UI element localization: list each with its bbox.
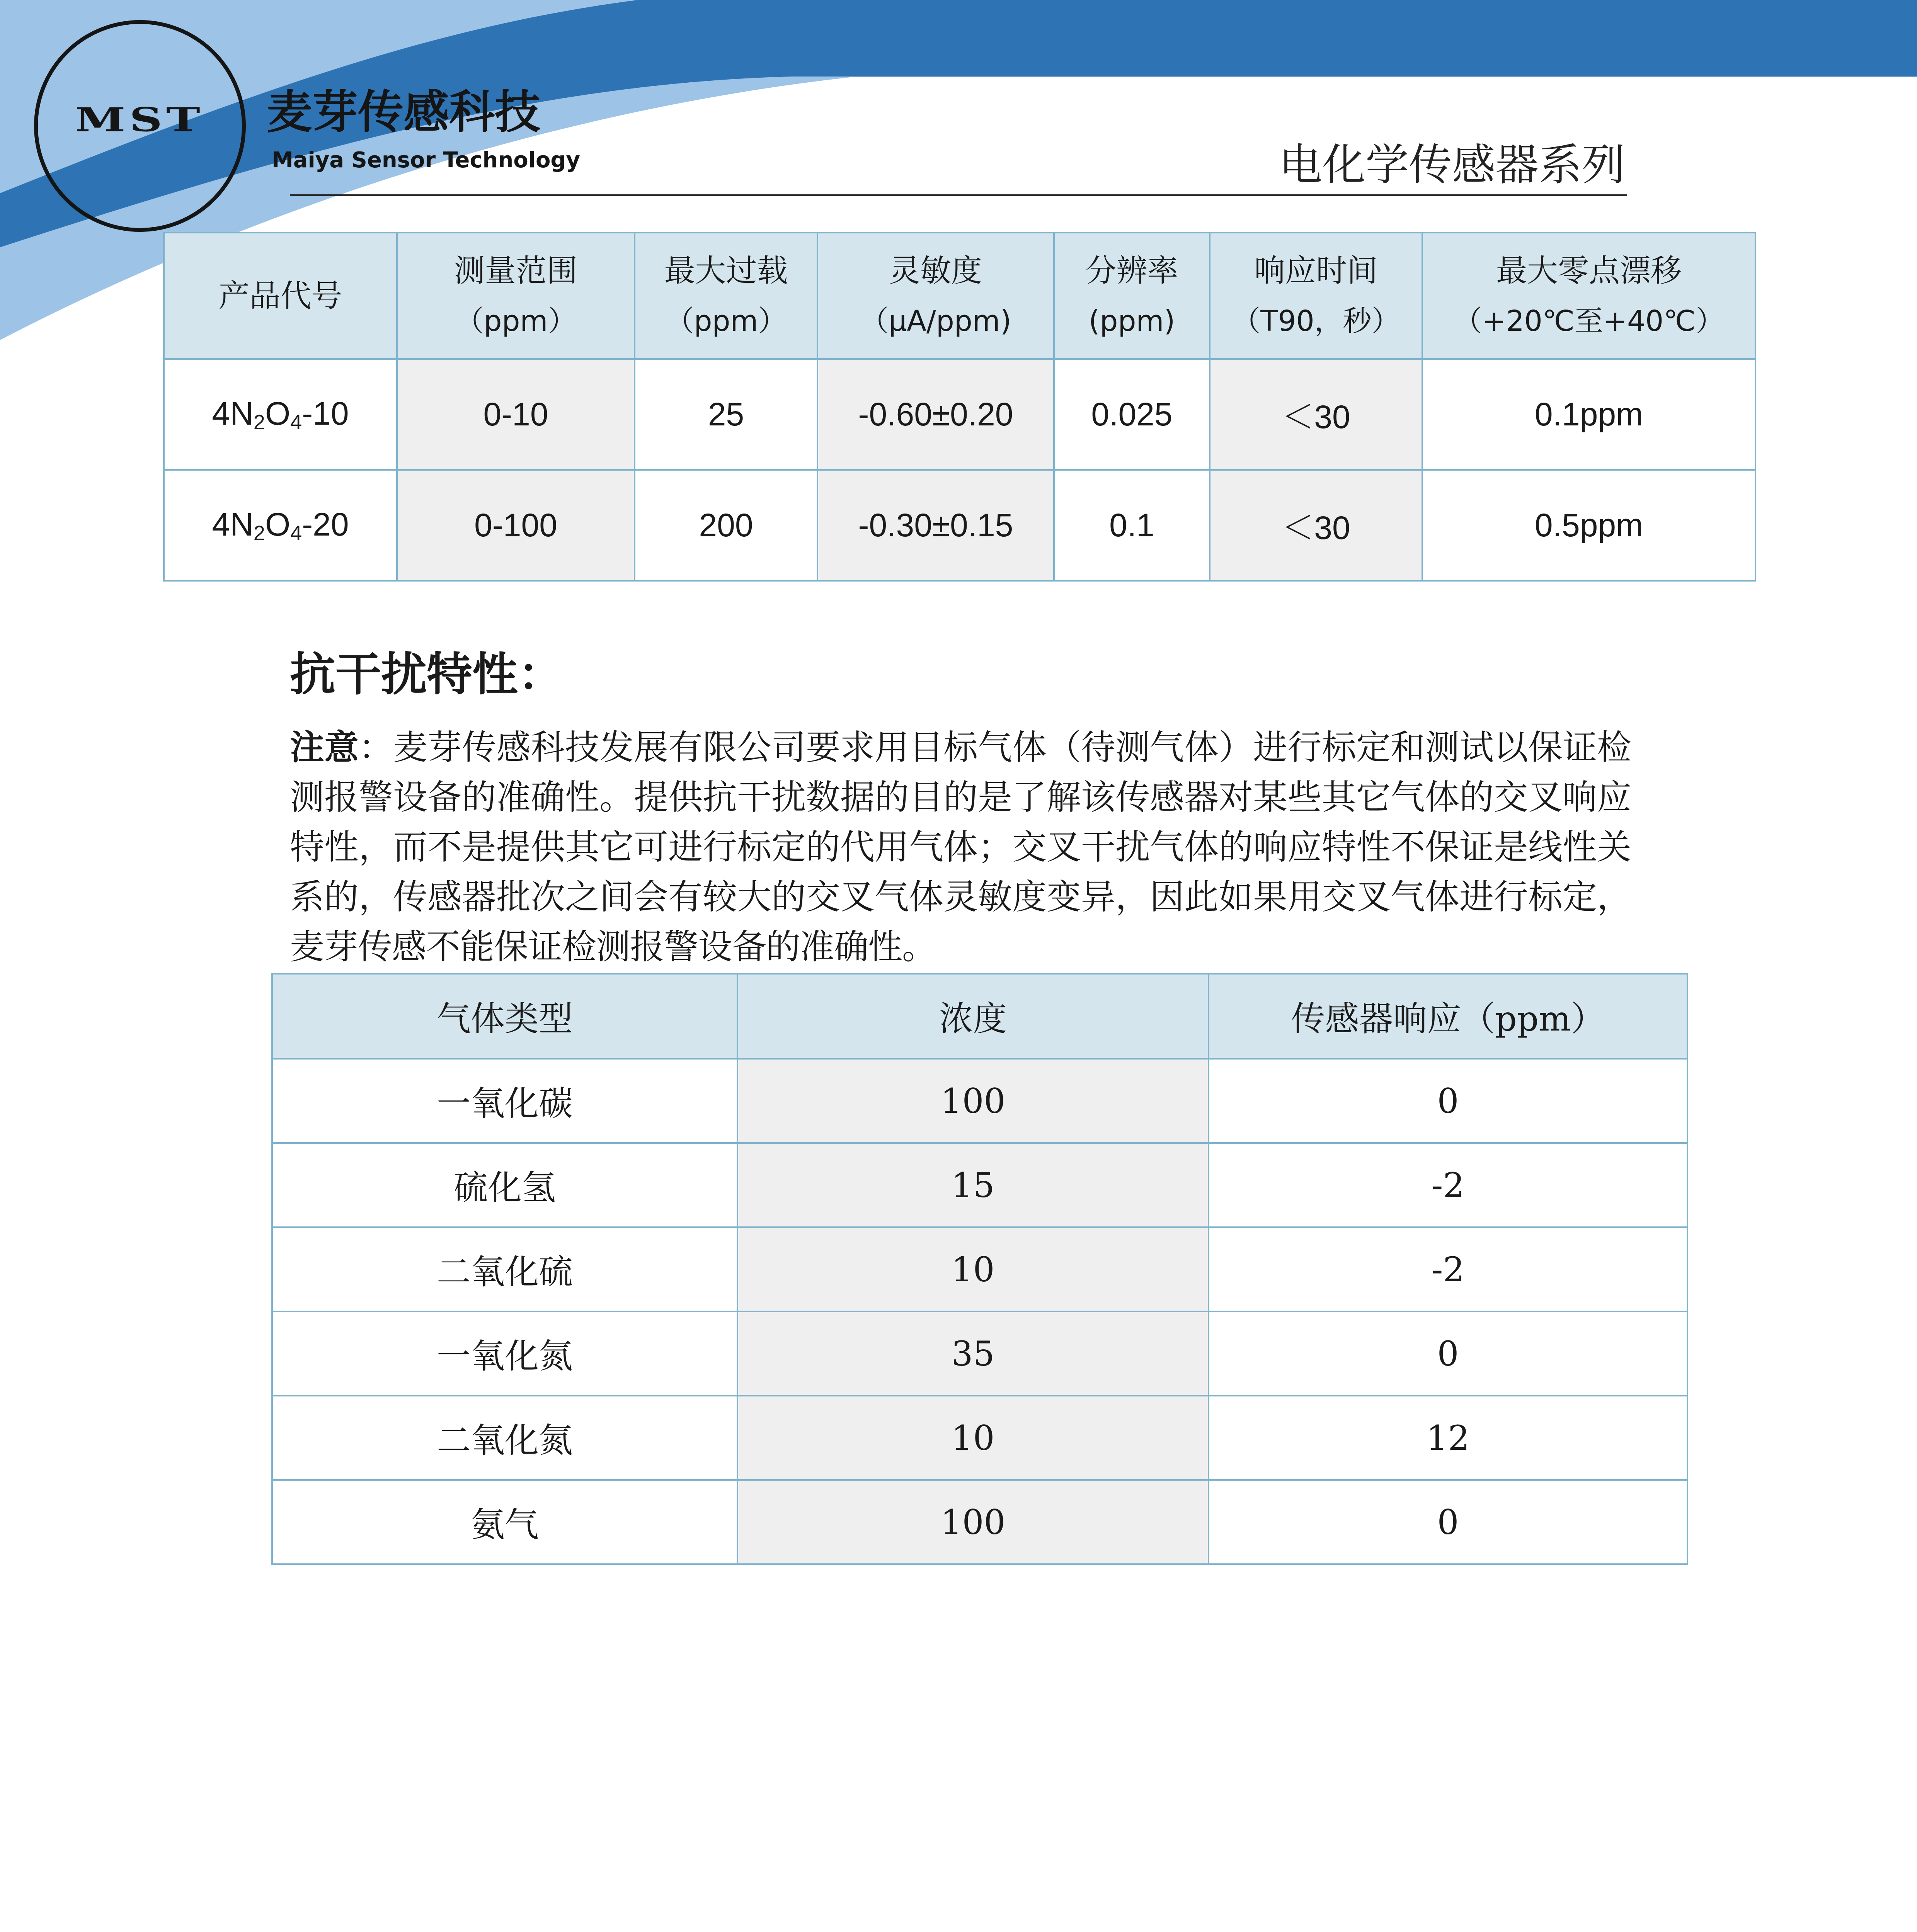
sensor-response: 0 — [1209, 1059, 1687, 1143]
concentration: 100 — [737, 1059, 1209, 1143]
sensor-response: -2 — [1209, 1227, 1687, 1311]
sensor-response: 12 — [1209, 1396, 1687, 1480]
sensor-response: -2 — [1209, 1143, 1687, 1227]
gas-type: 硫化氢 — [272, 1143, 737, 1227]
note-label: 注意 — [290, 727, 359, 767]
spec-header-cell: 分辨率 (ppm) — [1054, 233, 1210, 359]
response-time: ＜30 — [1210, 470, 1422, 581]
spec-header-row — [164, 233, 1755, 359]
spec-header-cell: 最大过载 （ppm） — [635, 233, 817, 359]
gas-type: 二氧化氮 — [272, 1396, 737, 1480]
spec-header-cell: 产品代号 — [164, 233, 397, 359]
interference-table — [271, 973, 1688, 1565]
sensitivity: -0.60±0.20 — [817, 359, 1054, 470]
sensor-response: 0 — [1209, 1480, 1687, 1564]
measure-range: 0-10 — [397, 359, 635, 470]
section-heading: 抗干扰特性： — [290, 648, 564, 701]
max-overload: 25 — [635, 359, 817, 470]
sensor-response: 0 — [1209, 1311, 1687, 1396]
note-paragraph — [290, 723, 1631, 972]
measure-range: 0-100 — [397, 470, 635, 581]
table-row — [164, 470, 1755, 581]
concentration: 15 — [737, 1143, 1209, 1227]
gas-type-header: 气体类型 — [272, 974, 737, 1059]
concentration: 35 — [737, 1311, 1209, 1396]
logo-company-cn: 麦芽传感科技 — [267, 85, 541, 139]
header-divider — [290, 194, 1627, 196]
gas-type: 二氧化硫 — [272, 1227, 737, 1311]
spec-header-cell: 最大零点漂移 （+20℃至+40℃） — [1422, 233, 1755, 359]
table-row — [164, 359, 1755, 470]
zero-drift: 0.1ppm — [1422, 359, 1755, 470]
spec-header-cell: 响应时间 （T90，秒） — [1210, 233, 1422, 359]
table-row — [272, 1396, 1687, 1480]
spec-header-cell: 测量范围 （ppm） — [397, 233, 635, 359]
spec-table — [163, 232, 1756, 582]
gas-type: 一氧化碳 — [272, 1059, 737, 1143]
response-header: 传感器响应（ppm） — [1209, 974, 1687, 1059]
product-code: $4N_2O_4-10$ — [164, 359, 397, 470]
table-row — [272, 1311, 1687, 1396]
sensitivity: -0.30±0.15 — [817, 470, 1054, 581]
product-code: $4N_2O_4-20$ — [164, 470, 397, 581]
gas-type: 氨气 — [272, 1480, 737, 1564]
logo-company-en: Maiya Sensor Technology — [272, 148, 580, 173]
table-row — [272, 1059, 1687, 1143]
concentration: 10 — [737, 1227, 1209, 1311]
max-overload: 200 — [635, 470, 817, 581]
table-row — [272, 1143, 1687, 1227]
gas-type: 一氧化氮 — [272, 1311, 737, 1396]
concentration-header: 浓度 — [737, 974, 1209, 1059]
zero-drift: 0.5ppm — [1422, 470, 1755, 581]
concentration: 10 — [737, 1396, 1209, 1480]
note-text: ：麦芽传感科技发展有限公司要求用目标气体（待测气体）进行标定和测试以保证检测报警设备的准确性。提供抗干扰数据的目的是了解该传感器对某些其它气体的交叉响应特性，而不是提供其它可进行标定的代用气体；交叉干扰气体的响应特性不保证是线性关系的，传感器批次之间会有较大的交叉气体灵敏度变异，因此如果用交叉气体进行标定，麦芽传感不能保证检测报警设备的准确性。 — [290, 727, 1631, 967]
resolution: 0.1 — [1054, 470, 1210, 581]
response-time: ＜30 — [1210, 359, 1422, 470]
spec-header-cell: 灵敏度 （μA/ppm) — [817, 233, 1054, 359]
concentration: 100 — [737, 1480, 1209, 1564]
series-title: 电化学传感器系列 — [1279, 140, 1625, 190]
table-row — [272, 1480, 1687, 1564]
resolution: 0.025 — [1054, 359, 1210, 470]
interference-header-row — [272, 974, 1687, 1059]
table-row — [272, 1227, 1687, 1311]
logo-mark: MST — [75, 100, 204, 139]
